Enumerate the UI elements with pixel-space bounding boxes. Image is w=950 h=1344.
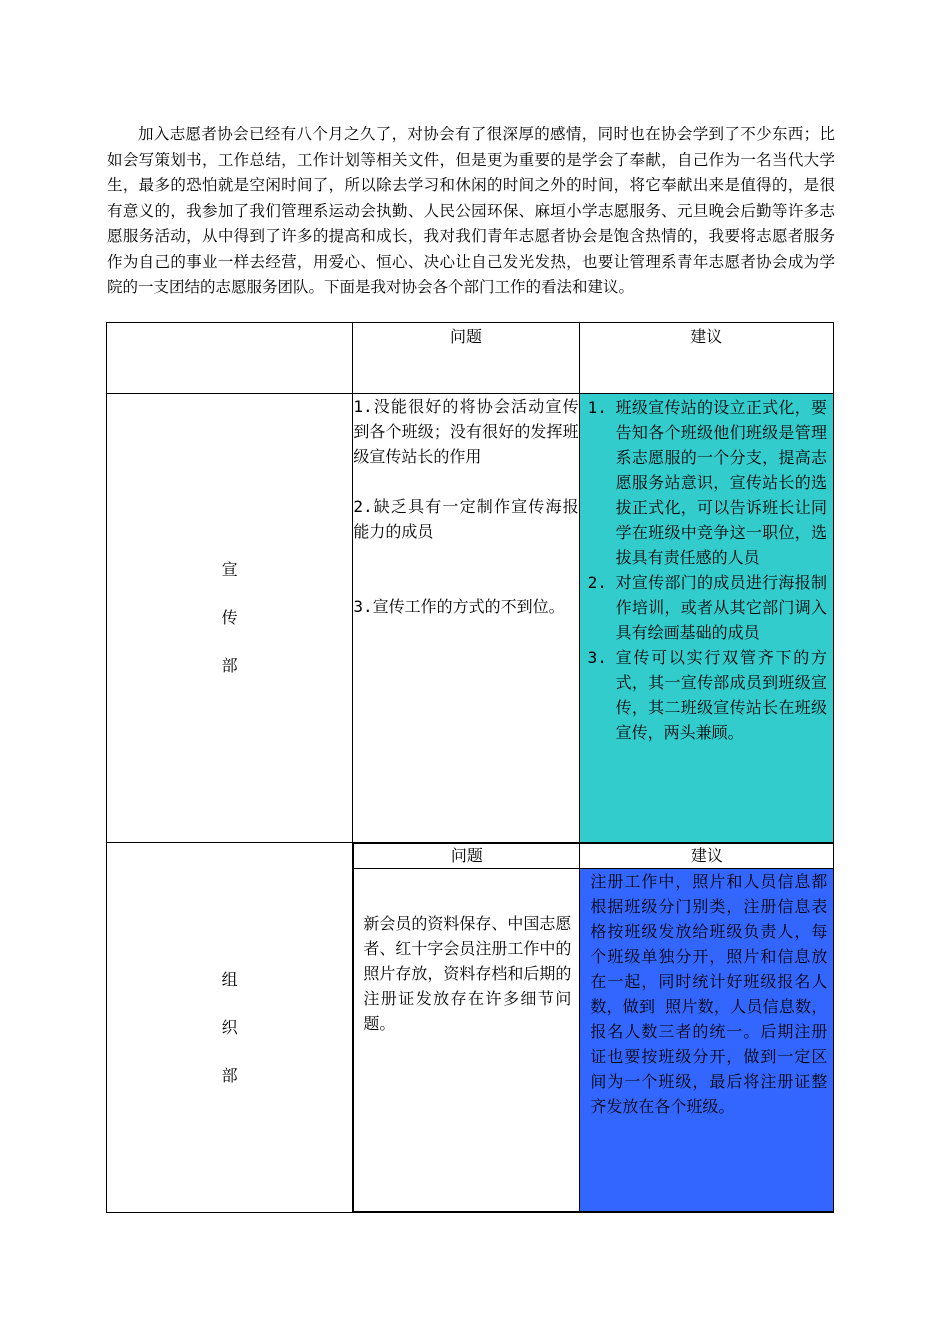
problem-item: 3.宣传工作的方式的不到位。 (353, 597, 565, 616)
suggestion-zuzhi: 注册工作中，照片和人员信息都根据班级分门别类，注册信息表格按班级发放给班级负责人，每个班级单独分开，照片和信息放在一起，同时统计好班级报名人数，做到 照片数，人员信息数，报名人数三者的统一。后期注册证也要按班级分开，做到一定区间为一个班级，最后将注册证整齐发放在各个班级。 (580, 869, 834, 1212)
header-problem: 问题 (353, 323, 579, 394)
suggestions-xuanchuan (579, 394, 833, 843)
suggestion-item (588, 395, 827, 570)
header-empty-cell (107, 323, 353, 394)
header-suggestion: 建议 (579, 323, 833, 394)
dept-char: 组 (221, 969, 238, 989)
dept-char: 织 (221, 1017, 238, 1037)
dept-zuzhi (107, 843, 353, 1213)
zuzhi-content (353, 843, 834, 1213)
zuzhi-header-suggestion: 建议 (580, 844, 834, 869)
suggestion-text: 对宣传部门的成员进行海报制作培训，或者从其它部门调入具有绘画基础的成员 (615, 573, 827, 642)
zuzhi-body-row (354, 869, 834, 1212)
suggestion-item (588, 570, 827, 645)
problem-item: 1.没能很好的将协会活动宣传到各个班级；没有很好的发挥班级宣传站长的作用 (353, 397, 579, 466)
suggestion-number: 2. (587, 573, 607, 592)
zuzhi-inner-table (353, 843, 834, 1212)
dept-char: 部 (221, 656, 238, 675)
zuzhi-header-row (354, 844, 834, 869)
dept-char: 部 (221, 1065, 238, 1085)
suggestion-text: 宣传可以实行双管齐下的方式，其一宣传部成员到班级宣传，其二班级宣传站长在班级宣传，两头兼顾。 (615, 648, 827, 742)
dept-xuanchuan (107, 394, 353, 843)
row-xuanchuan (107, 394, 834, 843)
department-table (106, 322, 834, 1213)
problems-xuanchuan (353, 394, 579, 843)
problem-zuzhi: 新会员的资料保存、中国志愿者、红十字会员注册工作中的照片存放，资料存档和后期的注册证发放存在许多细节问题。 (354, 869, 580, 1212)
intro-paragraph: 加入志愿者协会已经有八个月之久了，对协会有了很深厚的感情，同时也在协会学到了不少东西；比如会写策划书，工作总结，工作计划等相关文件，但是更为重要的是学会了奉献，自己作为一名当代大学生，最多的恐怕就是空闲时间了，所以除去学习和休闲的时间之外的时间，将它奉献出来是值得的，是很有意义的，我参加了我们管理系运动会执勤、人民公园环保、麻垣小学志愿服务、元旦晚会后勤等许多志愿服务活动，从中得到了许多的提高和成长，我对我们青年志愿者协会是饱含热情的，我要将志愿者服务作为自己的事业一样去经营，用爱心、恒心、决心让自己发光发热，也要让管理系青年志愿者协会成为学院的一支团结的志愿服务团队。下面是我对协会各个部门工作的看法和建议。 (107, 125, 835, 296)
suggestion-item (588, 645, 827, 745)
table-header-row (107, 323, 834, 394)
suggestion-text: 班级宣传站的设立正式化，要告知各个班级他们班级是管理系志愿服的一个分支，提高志愿服务站意识，宣传站长的选拔正式化，可以告诉班长让同学在班级中竞争这一职位，选拔具有责任感的人员 (615, 398, 827, 567)
dept-char: 宣 (221, 560, 238, 579)
suggestion-number: 3. (587, 648, 607, 667)
suggestion-list (580, 394, 833, 745)
suggestion-number: 1. (587, 398, 607, 417)
row-zuzhi (107, 843, 834, 1213)
zuzhi-header-problem: 问题 (354, 844, 580, 869)
problem-item: 2.缺乏具有一定制作宣传海报能力的成员 (353, 497, 579, 541)
dept-char: 传 (221, 608, 238, 627)
